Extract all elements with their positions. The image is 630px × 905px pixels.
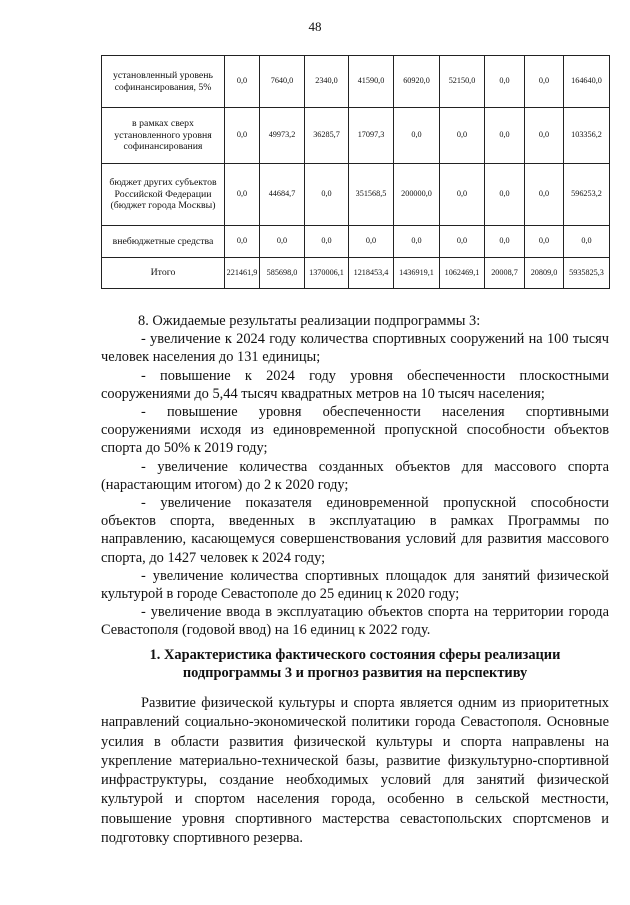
table-cell: 0,0 [305,164,349,226]
result-item: - увеличение к 2024 году количества спортивных сооружений на 100 тысяч человек населения до 131 единицы; [101,331,609,366]
table-cell: 0,0 [225,108,260,164]
table-cell: 0,0 [260,226,305,258]
row-label: Итого [102,258,225,289]
table-cell: 0,0 [485,56,525,108]
table-cell: 1370006,1 [305,258,349,289]
table-cell: 596253,2 [564,164,610,226]
table-cell: 0,0 [525,56,564,108]
table-cell: 1218453,4 [349,258,394,289]
result-item: - увеличение показателя единовременной пропускной способности объектов спорта, введенных в эксплуатацию в рамках Программы по направлению, касающемуся совершенствования условий для развития массового спорта, до 1427 человек к 2024 году; [101,495,609,566]
table-cell: 44684,7 [260,164,305,226]
table-cell: 36285,7 [305,108,349,164]
table-cell: 2340,0 [305,56,349,108]
table-cell: 1062469,1 [440,258,485,289]
table-row [102,164,610,226]
row-label: установленный уровень софинансирования, 5% [102,56,225,108]
table-cell: 52150,0 [440,56,485,108]
result-item: - увеличение ввода в эксплуатацию объектов спорта на территории города Севастополя (годовой ввод) на 16 единиц к 2022 году. [101,604,609,639]
table-cell: 0,0 [525,164,564,226]
table-cell: 5935825,3 [564,258,610,289]
table-row [102,226,610,258]
section-paragraph: Развитие физической культуры и спорта является одним из приоритетных направлений социально-экономической политики города Севастополя. Основные усилия в области развития физической культуры и спорта направлены на укрепление материально-технической базы, развитие физкультурно-спортивной инфраструктуры, создание необходимых условий для занятий физической культурой и спортом населения города, особенно в сельской местности, повышение уровня спортивного мастерства севастопольских спортсменов и подготовку спортивного резерва. [101,695,609,847]
table-cell: 0,0 [485,108,525,164]
table-cell: 0,0 [225,164,260,226]
table-cell: 0,0 [349,226,394,258]
table-cell: 0,0 [225,56,260,108]
table-cell: 1436919,1 [394,258,440,289]
table-cell: 164640,0 [564,56,610,108]
table-cell: 0,0 [485,164,525,226]
table-cell: 103356,2 [564,108,610,164]
table-cell: 60920,0 [394,56,440,108]
row-label: внебюджетные средства [102,226,225,258]
table-row [102,56,610,108]
table-cell: 0,0 [440,164,485,226]
table-cell: 351568,5 [349,164,394,226]
table-cell: 7640,0 [260,56,305,108]
table-row [102,108,610,164]
table-cell: 221461,9 [225,258,260,289]
table-cell: 0,0 [305,226,349,258]
table-cell: 0,0 [394,108,440,164]
table-cell: 200000,0 [394,164,440,226]
table-cell: 0,0 [525,108,564,164]
result-item: - повышение к 2024 году уровня обеспеченности плоскостными сооружениями до 5,44 тысяч квадратных метров на 10 тысяч населения; [101,367,609,402]
row-label: в рамках сверх установленного уровня софинансирования [102,108,225,164]
table-cell: 49973,2 [260,108,305,164]
budget-table [101,55,610,289]
page-number: 48 [308,19,322,34]
result-item: - повышение уровня обеспеченности населения спортивными сооружениями исходя из единовременной пропускной способности объектов спорта до 50% к 2019 году; [101,404,609,457]
table-cell: 0,0 [440,108,485,164]
table-row [102,258,610,289]
table-cell: 585698,0 [260,258,305,289]
table-cell: 0,0 [225,226,260,258]
table-cell: 17097,3 [349,108,394,164]
table-cell: 20809,0 [525,258,564,289]
section-body [101,694,609,848]
results-heading: 8. Ожидаемые результаты реализации подпрограммы 3: [138,313,481,329]
result-item: - увеличение количества спортивных площадок для занятий физической культурой в городе Севастополе до 25 единиц к 2020 году; [101,567,609,603]
table-cell: 41590,0 [349,56,394,108]
table-cell: 0,0 [440,226,485,258]
table-cell: 0,0 [485,226,525,258]
table-cell: 0,0 [394,226,440,258]
table-cell: 0,0 [564,226,610,258]
table-cell: 20008,7 [485,258,525,289]
row-label: бюджет других субъектов Российской Федерации (бюджет города Москвы) [102,164,225,226]
result-item: - увеличение количества созданных объектов для массового спорта (нарастающим итогом) до 2 к 2020 году; [101,458,609,493]
section-title: 1. Характеристика фактического состояния сферы реализации подпрограммы 3 и прогноз развития на перспективу [149,647,561,681]
table-cell: 0,0 [525,226,564,258]
expected-results [101,312,609,640]
